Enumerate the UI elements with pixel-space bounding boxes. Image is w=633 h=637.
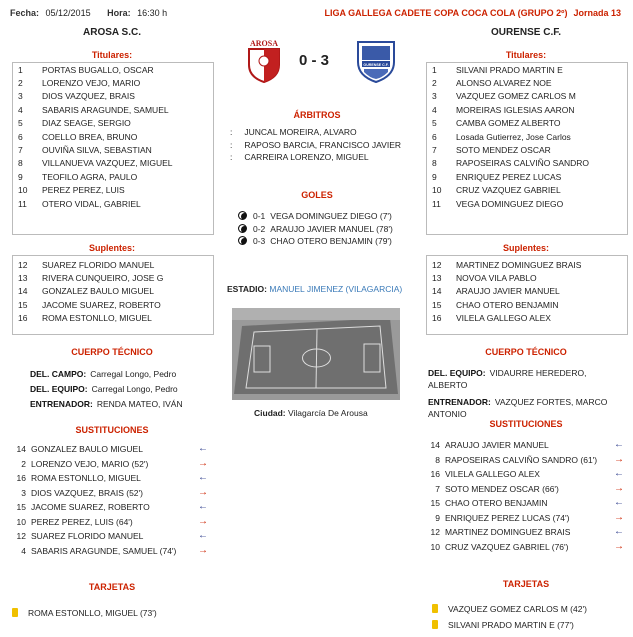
- sub-number: 16: [16, 473, 26, 483]
- player-name: VILELA GALLEGO ALEX: [456, 313, 551, 324]
- substitution-row: [426, 467, 624, 482]
- city-name: Vilagarcía De Arousa: [288, 408, 368, 418]
- arrow-left-icon: ←: [198, 530, 208, 541]
- match-score: 0 - 3: [299, 52, 330, 69]
- staff-role: DEL. EQUIPO:: [428, 368, 486, 378]
- player-row: [12, 258, 212, 271]
- player-name: RAPOSEIRAS CALVIÑO SANDRO: [456, 158, 590, 169]
- goal-row: [238, 210, 393, 223]
- stadium-link[interactable]: MANUEL JIMENEZ (VILAGARCIA): [269, 284, 403, 294]
- staff-row: [30, 397, 183, 412]
- away-subs-table: [426, 258, 626, 325]
- player-number: 15: [18, 299, 28, 310]
- staff-name: RENDA MATEO, IVÁN: [96, 399, 183, 409]
- player-row: [426, 143, 626, 156]
- player-name: VILLANUEVA VAZQUEZ, MIGUEL: [42, 158, 173, 169]
- player-number: 8: [432, 158, 437, 169]
- player-row: [12, 63, 212, 76]
- arrow-right-icon: →: [198, 457, 208, 469]
- sub-name: CRUZ VAZQUEZ GABRIEL (76'): [445, 541, 569, 552]
- staff-role: ENTRENADOR:: [428, 397, 491, 407]
- arrow-left-icon: ←: [198, 501, 208, 512]
- stadium-label: ESTADIO:: [227, 284, 267, 294]
- player-name: PEREZ PEREZ, LUIS: [42, 185, 125, 196]
- match-header: [10, 8, 627, 20]
- sub-number: 8: [435, 454, 440, 465]
- player-number: 15: [432, 299, 442, 310]
- sub-name: LORENZO VEJO, MARIO (52'): [31, 458, 149, 469]
- player-number: 4: [432, 104, 437, 115]
- player-number: 11: [18, 198, 27, 209]
- staff-row: [428, 396, 618, 420]
- home-starters-table: [12, 63, 212, 210]
- player-row: [12, 197, 212, 210]
- card-row: [432, 601, 587, 617]
- stadium-photo: [232, 308, 400, 400]
- player-name: Losada Gutierrez, Jose Carlos: [456, 131, 571, 142]
- player-row: [426, 63, 626, 76]
- home-changes-title: SUSTITUCIONES: [75, 425, 149, 435]
- player-row: [426, 312, 626, 325]
- player-name: RIVERA CUNQUEIRO, JOSE G: [42, 273, 164, 284]
- player-number: 5: [18, 118, 23, 129]
- player-number: 9: [432, 171, 437, 182]
- home-crest-text: AROSA: [249, 39, 279, 48]
- sub-number: 4: [21, 545, 26, 556]
- player-row: [426, 298, 626, 311]
- goal-score: 0-3: [253, 236, 266, 246]
- player-number: 14: [18, 286, 28, 297]
- staff-name: VIDAURRE HEREDERO, ALBERTO: [428, 368, 587, 390]
- staff-name: Carregal Longo, Pedro: [91, 384, 178, 394]
- staff-row: [30, 367, 183, 382]
- home-starters-title: Titulares:: [91, 50, 133, 60]
- player-number: 16: [432, 313, 442, 324]
- goal-row: [238, 223, 393, 236]
- substitution-row: [12, 471, 208, 486]
- round-label: Jornada 13: [573, 8, 621, 18]
- sub-name: SOTO MENDEZ OSCAR (66'): [445, 483, 559, 494]
- player-name: CHAO OTERO BENJAMIN: [456, 299, 559, 310]
- player-number: 12: [432, 259, 442, 270]
- sub-number: 10: [16, 516, 26, 527]
- substitution-row: [426, 482, 624, 497]
- sub-name: ARAUJO JAVIER MANUEL: [445, 440, 549, 450]
- player-row: [12, 76, 212, 89]
- substitution-row: [12, 442, 208, 457]
- substitution-row: [12, 529, 208, 544]
- player-row: [426, 258, 626, 271]
- player-name: ROMA ESTONLLO, MIGUEL: [42, 313, 152, 324]
- substitution-row: [426, 453, 624, 468]
- player-row: [12, 312, 212, 325]
- player-name: OUVIÑA SILVA, SEBASTIAN: [42, 145, 152, 156]
- sub-number: 14: [16, 444, 26, 454]
- away-staff-title: CUERPO TÉCNICO: [485, 347, 567, 357]
- away-crest-icon: [352, 36, 400, 84]
- player-name: ARAUJO JAVIER MANUEL: [456, 286, 560, 297]
- player-row: [426, 170, 626, 183]
- referee-row: : RAPOSO BARCIA, FRANCISCO JAVIER: [230, 139, 402, 150]
- sub-number: 15: [430, 498, 440, 508]
- player-number: 1: [18, 64, 23, 75]
- competition-title: [319, 8, 621, 18]
- substitution-row: [12, 486, 208, 501]
- player-row: [426, 184, 626, 197]
- card-player: SILVANI PRADO MARTIN E (77'): [448, 620, 574, 630]
- home-crest-icon: [244, 37, 284, 83]
- sub-name: VILELA GALLEGO ALEX: [445, 469, 540, 479]
- referee-row: : CARREIRA LORENZO, MIGUEL: [230, 152, 369, 162]
- player-name: SUAREZ FLORIDO MANUEL: [42, 259, 155, 270]
- player-number: 12: [18, 259, 28, 270]
- arrow-right-icon: →: [198, 515, 208, 527]
- arrow-left-icon: ←: [614, 468, 624, 479]
- away-crest-text: OURENSE C.F.: [363, 63, 389, 67]
- sub-name: SUAREZ FLORIDO MANUEL: [31, 531, 144, 541]
- player-number: 6: [18, 131, 23, 142]
- home-staff-list: [30, 367, 183, 412]
- player-row: [12, 298, 212, 311]
- player-number: 16: [18, 313, 28, 324]
- goal-scorer: CHAO OTERO BENJAMIN (79'): [270, 236, 392, 246]
- sub-name: ROMA ESTONLLO, MIGUEL: [31, 473, 141, 483]
- substitution-row: [12, 544, 208, 559]
- player-row: [426, 285, 626, 298]
- sub-name: PEREZ PEREZ, LUIS (64'): [31, 516, 133, 527]
- sub-number: 2: [21, 458, 26, 469]
- player-name: GONZALEZ BAULO MIGUEL: [42, 286, 154, 297]
- sub-number: 16: [430, 469, 440, 479]
- match-time: 16:30 h: [137, 8, 168, 18]
- arrow-right-icon: →: [614, 453, 624, 465]
- player-number: 8: [18, 158, 23, 169]
- away-changes-list: [426, 438, 624, 554]
- staff-name: VAZQUEZ FORTES, MARCO ANTONIO: [428, 397, 608, 419]
- player-name: SILVANI PRADO MARTIN E: [456, 64, 563, 75]
- date-label: Fecha:: [10, 8, 40, 18]
- arrow-left-icon: ←: [614, 526, 624, 537]
- goal-scorer: ARAUJO JAVIER MANUEL (78'): [270, 223, 393, 234]
- player-number: 4: [18, 104, 23, 115]
- home-cards-list: [12, 605, 157, 621]
- away-subs-title: Suplentes:: [502, 243, 549, 253]
- player-row: [12, 143, 212, 156]
- sub-number: 14: [430, 440, 440, 450]
- substitution-row: [426, 438, 624, 453]
- player-row: [426, 197, 626, 210]
- player-name: CAMBA GOMEZ ALBERTO: [456, 118, 561, 129]
- arrow-right-icon: →: [198, 486, 208, 498]
- ball-icon: [238, 224, 247, 233]
- yellow-card-icon: [432, 620, 438, 629]
- player-number: 7: [432, 145, 437, 156]
- player-name: ENRIQUEZ PEREZ LUCAS: [456, 171, 562, 182]
- sub-number: 12: [16, 531, 26, 541]
- sub-name: SABARIS ARAGUNDE, SAMUEL (74'): [31, 545, 177, 556]
- player-row: [12, 90, 212, 103]
- player-number: 6: [432, 131, 437, 142]
- yellow-card-icon: [12, 608, 18, 617]
- staff-name: Carregal Longo, Pedro: [90, 369, 177, 379]
- yellow-card-icon: [432, 604, 438, 613]
- substitution-row: [426, 496, 624, 511]
- staff-role: ENTRENADOR:: [30, 399, 93, 409]
- player-number: 2: [432, 78, 437, 89]
- sub-number: 7: [435, 483, 440, 494]
- away-starters-title: Titulares:: [505, 50, 547, 60]
- player-row: [426, 271, 626, 284]
- player-name: MOREIRAS IGLESIAS AARON: [456, 104, 575, 115]
- substitution-row: [12, 515, 208, 530]
- away-cards-list: [432, 601, 587, 633]
- player-row: [426, 117, 626, 130]
- player-name: ALONSO ALVAREZ NOE: [456, 78, 552, 89]
- goal-scorer: VEGA DOMINGUEZ DIEGO (7'): [270, 211, 392, 221]
- home-team-name: AROSA S.C.: [83, 27, 141, 38]
- match-date: 05/12/2015: [45, 8, 91, 18]
- arrow-right-icon: →: [614, 482, 624, 494]
- arrow-left-icon: ←: [198, 443, 208, 454]
- player-name: PORTAS BUGALLO, OSCAR: [42, 64, 154, 75]
- away-staff-list: [428, 367, 618, 425]
- player-name: MARTINEZ DOMINGUEZ BRAIS: [456, 259, 582, 270]
- player-row: [426, 130, 626, 143]
- player-name: JACOME SUAREZ, ROBERTO: [42, 299, 161, 310]
- player-row: [12, 271, 212, 284]
- player-name: SOTO MENDEZ OSCAR: [456, 145, 551, 156]
- away-starters-table: [426, 63, 626, 210]
- player-row: [12, 285, 212, 298]
- goal-score: 0-2: [253, 223, 266, 234]
- substitution-row: [426, 540, 624, 555]
- city-label: Ciudad:: [254, 408, 286, 418]
- stadium-info: [227, 284, 402, 294]
- away-team-name: OURENSE C.F.: [490, 27, 561, 38]
- player-name: SABARIS ARAGUNDE, SAMUEL: [42, 104, 169, 115]
- sub-number: 10: [430, 541, 440, 552]
- staff-row: [30, 382, 183, 397]
- player-number: 7: [18, 145, 23, 156]
- substitution-row: [426, 511, 624, 526]
- sub-name: JACOME SUAREZ, ROBERTO: [31, 502, 150, 512]
- player-number: 3: [18, 91, 23, 102]
- player-name: DIOS VAZQUEZ, BRAIS: [42, 91, 135, 102]
- player-name: COELLO BREA, BRUNO: [42, 131, 138, 142]
- sub-name: RAPOSEIRAS CALVIÑO SANDRO (61'): [445, 454, 598, 465]
- player-row: [12, 130, 212, 143]
- player-row: [12, 103, 212, 116]
- sub-number: 3: [21, 487, 26, 498]
- substitution-row: [426, 525, 624, 540]
- card-row: [12, 605, 157, 621]
- sub-number: 15: [16, 502, 26, 512]
- arrow-left-icon: ←: [198, 472, 208, 483]
- card-player: VAZQUEZ GOMEZ CARLOS M (42'): [448, 604, 587, 614]
- arrow-right-icon: →: [614, 540, 624, 552]
- card-row: [432, 617, 587, 633]
- away-cards-title: TARJETAS: [502, 579, 550, 589]
- player-number: 9: [18, 171, 23, 182]
- player-number: 2: [18, 78, 23, 89]
- referees-list: [230, 126, 401, 164]
- sub-name: ENRIQUEZ PEREZ LUCAS (74'): [445, 512, 570, 523]
- player-row: [12, 157, 212, 170]
- goal-row: [238, 235, 393, 248]
- referee-name: JUNCAL MOREIRA, ALVARO: [244, 127, 357, 137]
- referees-title: ÁRBITROS: [293, 110, 341, 120]
- player-row: [426, 157, 626, 170]
- away-changes-title: SUSTITUCIONES: [489, 419, 563, 429]
- player-name: CRUZ VAZQUEZ GABRIEL: [456, 185, 561, 196]
- staff-role: DEL. CAMPO:: [30, 369, 87, 379]
- player-number: 3: [432, 91, 437, 102]
- home-subs-table: [12, 258, 212, 325]
- substitution-row: [12, 500, 208, 515]
- player-row: [426, 103, 626, 116]
- player-number: 11: [432, 198, 441, 209]
- player-name: TEOFILO AGRA, PAULO: [42, 171, 138, 182]
- arrow-right-icon: →: [198, 544, 208, 556]
- ball-icon: [238, 211, 247, 220]
- player-row: [426, 76, 626, 89]
- competition-name: LIGA GALLEGA CADETE COPA COCA COLA (GRUPO 2º): [324, 8, 568, 18]
- substitution-row: [12, 457, 208, 472]
- player-number: 1: [432, 64, 437, 75]
- city-info: [254, 408, 368, 418]
- home-subs-title: Suplentes:: [88, 243, 135, 253]
- player-number: 10: [18, 185, 28, 196]
- player-number: 13: [18, 273, 28, 284]
- player-row: [426, 90, 626, 103]
- player-name: VAZQUEZ GOMEZ CARLOS M: [456, 91, 576, 102]
- referee-row: : JUNCAL MOREIRA, ALVARO: [230, 127, 357, 137]
- home-changes-list: [12, 442, 208, 558]
- time-label: Hora:: [107, 8, 131, 18]
- referee-name: RAPOSO BARCIA, FRANCISCO JAVIER: [244, 139, 402, 150]
- arrow-left-icon: ←: [614, 439, 624, 450]
- player-row: [12, 170, 212, 183]
- player-number: 13: [432, 273, 442, 284]
- player-name: LORENZO VEJO, MARIO: [42, 78, 141, 89]
- staff-row: [428, 367, 618, 391]
- home-cards-title: TARJETAS: [88, 582, 136, 592]
- player-name: DIAZ SEAGE, SERGIO: [42, 118, 131, 129]
- referee-name: CARREIRA LORENZO, MIGUEL: [244, 152, 369, 162]
- player-number: 5: [432, 118, 437, 129]
- card-player: ROMA ESTONLLO, MIGUEL (73'): [28, 608, 157, 618]
- player-number: 10: [432, 185, 442, 196]
- goals-list: [238, 210, 393, 248]
- player-row: [12, 184, 212, 197]
- staff-role: DEL. EQUIPO:: [30, 384, 88, 394]
- sub-name: CHAO OTERO BENJAMIN: [445, 498, 548, 508]
- player-name: NOVOA VILA PABLO: [456, 273, 537, 284]
- home-staff-title: CUERPO TÉCNICO: [71, 347, 153, 357]
- ball-icon: [238, 236, 247, 245]
- goals-title: GOLES: [301, 190, 333, 200]
- sub-number: 9: [435, 512, 440, 523]
- arrow-right-icon: →: [614, 511, 624, 523]
- sub-name: DIOS VAZQUEZ, BRAIS (52'): [31, 487, 143, 498]
- arrow-left-icon: ←: [614, 497, 624, 508]
- player-name: OTERO VIDAL, GABRIEL: [42, 198, 141, 209]
- sub-number: 12: [430, 527, 440, 537]
- sub-name: GONZALEZ BAULO MIGUEL: [31, 444, 143, 454]
- player-name: VEGA DOMINGUEZ DIEGO: [456, 198, 564, 209]
- player-row: [12, 117, 212, 130]
- player-number: 14: [432, 286, 442, 297]
- goal-score: 0-1: [253, 211, 266, 221]
- sub-name: MARTINEZ DOMINGUEZ BRAIS: [445, 527, 571, 537]
